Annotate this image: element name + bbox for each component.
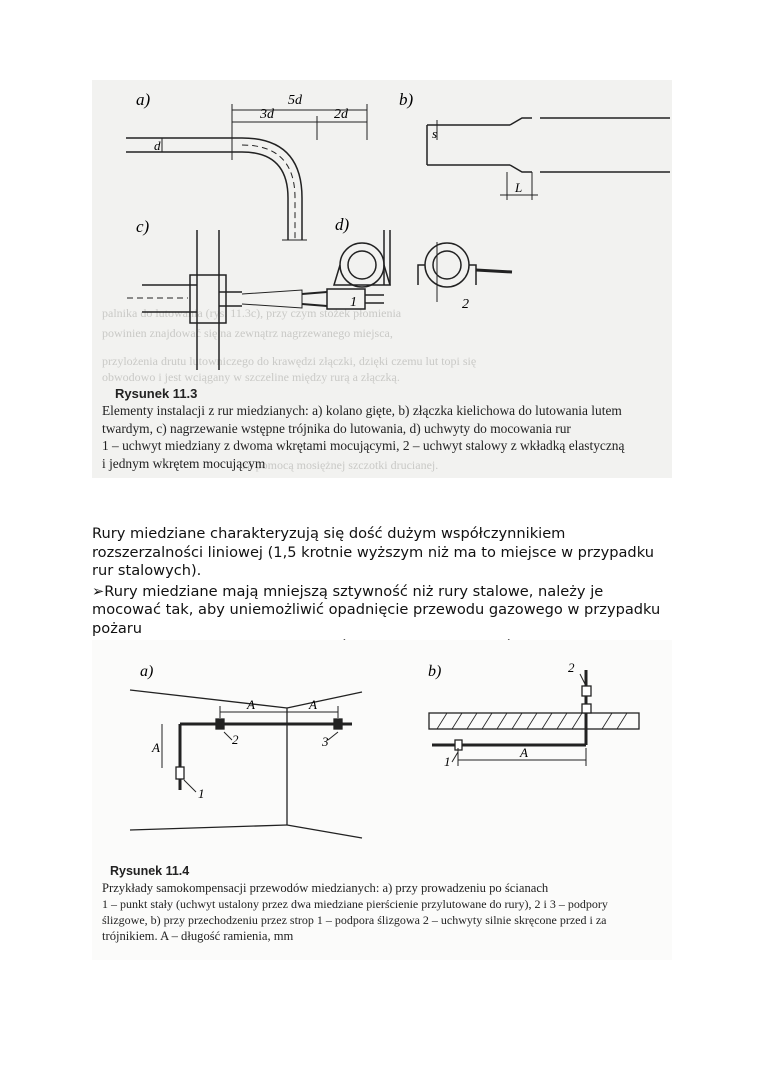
label-b: b): [428, 663, 442, 680]
caption-line: trójnikiem. A – długość ramienia, mm: [102, 929, 294, 943]
figure-11-4: [92, 640, 672, 960]
dim-L: L: [515, 180, 523, 195]
caption-line: Przykłady samokompensacji przewodów miedzianych: a) przy prowadzeniu po ścianach: [102, 881, 549, 895]
wall-compensation-drawing: [130, 690, 362, 838]
dim-3d: 3d: [260, 107, 274, 122]
elbow-drawing: [126, 104, 367, 240]
callout-2: 2: [462, 297, 469, 312]
figure-11-4-caption: [102, 880, 672, 944]
bullet-text: Rury miedziane mają mniejszą sztywność niż rury stalowe, należy je mocować tak, aby uniemożliwić opadnięcie przewodu gazowego w przypadku pożaru: [92, 582, 661, 637]
figure-11-3-drawing: [92, 80, 672, 380]
ghost-text-line: obwodowo i jest wciągany w szczeline między rurą a złączką.: [102, 370, 400, 384]
ghost-text-line: powinien znajdować się na zewnątrz nagrzewanego miejsca,: [102, 326, 393, 340]
label-a: a): [140, 663, 154, 680]
ghost-text-line: palnika do lutowania (rys. 11.3c), przy czym stożek płomienia: [102, 306, 402, 320]
floor-passage-drawing: [429, 670, 639, 766]
label-a: a): [136, 90, 151, 109]
dim-d: d: [154, 138, 161, 153]
label-c: c): [136, 217, 150, 236]
figure-11-3: [92, 80, 672, 478]
dim-A: A: [247, 697, 255, 712]
callout-1: 1: [350, 295, 357, 310]
callout-2: 2: [232, 732, 239, 747]
label-b: b): [399, 90, 414, 109]
caption-line: ślizgowe, b) przy przechodzeniu przez strop 1 – podpora ślizgowa 2 – uchwyty silnie skręcone przed i za: [102, 913, 607, 927]
dim-s: s: [432, 126, 438, 141]
figure-11-3-caption: [102, 402, 667, 472]
caption-line: Elementy instalacji z rur miedzianych: a) kolano gięte, b) złączka kielichowa do lutowania lutem: [102, 403, 622, 418]
socket-fitting-drawing: [427, 118, 670, 200]
dim-A: A: [520, 745, 528, 760]
bullet-arrow-icon: ➢: [92, 582, 105, 600]
callout-2: 2: [568, 660, 575, 675]
ghost-text-line: przylożenia drutu lutowniczego do krawędzi złączki, dzięki czemu lut topi się: [102, 354, 477, 368]
dim-5d: 5d: [288, 93, 302, 108]
figure-11-3-title: Rysunek 11.3: [115, 386, 198, 401]
caption-line: i jednym wkrętem mocującym: [102, 455, 266, 471]
caption-line: 1 – punkt stały (uchwyt ustalony przez dwa miedziane pierścienie przylutowane do rury), 2 i 3 – podpory: [102, 897, 608, 911]
caption-line: 1 – uchwyt miedziany z dwoma wkrętami mocującymi, 2 – uchwyt stalowy z wkładką elastyczną: [102, 438, 625, 453]
body-text: [92, 525, 672, 657]
callout-1: 1: [444, 754, 451, 769]
bullet-item: [92, 583, 672, 639]
dim-A: A: [152, 740, 160, 755]
caption-line: twardym, c) nagrzewanie wstępne trójnika do lutowania, d) uchwyty do mocowania rur: [102, 420, 571, 436]
label-d: d): [335, 215, 350, 234]
ghost-text-line: za pomocą mosiężnej szczotki drucianej.: [242, 458, 439, 472]
dim-A: A: [309, 697, 317, 712]
callout-3: 3: [322, 734, 329, 749]
paragraph: Rury miedziane charakteryzują się dość dużym współczynnikiem rozszerzalności liniowej (1,5 krotnie wyższym niż ma to miejsce w przypadku rur stalowych).: [92, 525, 654, 579]
figure-11-4-title: Rysunek 11.4: [110, 864, 190, 878]
pipe-clamps-drawing: [334, 230, 512, 302]
figure-11-4-drawing: [92, 640, 672, 860]
dim-2d: 2d: [334, 107, 348, 122]
callout-1: 1: [198, 786, 205, 801]
